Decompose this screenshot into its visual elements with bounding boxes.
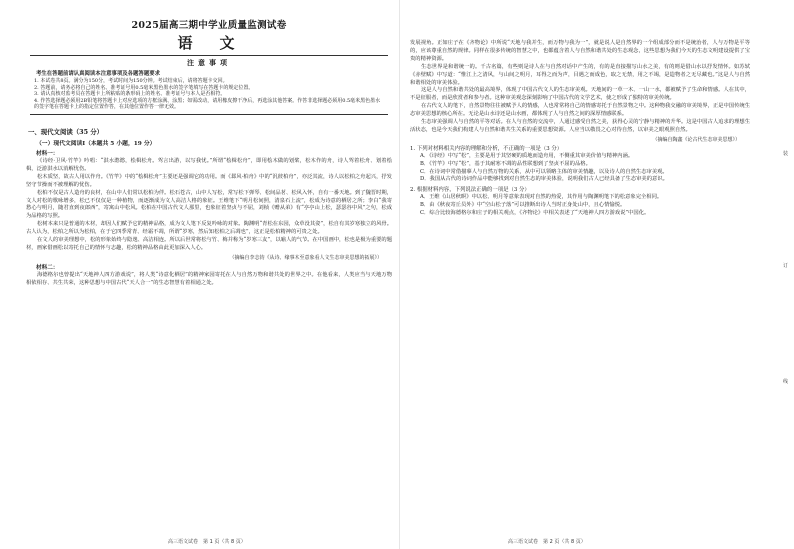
- subsection-heading: （一）现代文阅读Ⅰ（本题共 5 小题，19 分）: [36, 140, 156, 147]
- binding-mark: 线: [783, 379, 789, 385]
- question-1: 1. 下列对材料相关内容的理解和分析，不正确的一项是（3 分）: [410, 145, 563, 152]
- question-1-option-d: D．我国从古代的诗词作品中能够找到对自然生态的审美体验，说明我们古人已经具备了生态审美的意识。: [420, 176, 668, 183]
- question-2: 2. 根据材料内容，下列说法正确的一项是（3 分）: [410, 186, 530, 193]
- material-2-paragraph: 生态审美强调人与自然的平等对话。在人与自然的交流中，人通过感受自然之美，获得心灵的宁静与精神的升华。这是中国古人追求的理想生活状态，也是今天我们构建人与自然和谐共生关系的重要思想资源。人应当以敬畏之心对待自然，以审美之眼观照自然。: [410, 119, 750, 133]
- question-2-option-a: A．王维《山居秋暝》中以松、明月等意象表现对自然的热爱，其作用与陶渊明笔下的松意象完全相同。: [420, 194, 663, 201]
- binding-mark: 订: [783, 263, 789, 269]
- material-1-paragraph: 在文人的审美理想中，松的形象始终与隐逸、高洁相连。所以后世常将松与竹、梅并称为“岁寒三友”，以喻人的气节。在中国画中，松也是极为重要的题材，画家借画松以寄托自己的情怀与志趣，松的精神品格由此更加深入人心。: [26, 237, 393, 251]
- section-heading: 一、现代文阅读（35 分）: [28, 127, 104, 136]
- binding-mark: 装: [783, 151, 789, 157]
- notice-item: 3. 请认真核对监考员在答题卡上所粘贴的条形码上的姓名、准考证号与本人是否相符。: [34, 91, 226, 98]
- material-1-paragraph: 松树本来只是普通的木材，却因人们赋予它的精神品格，成为文人笔下反复吟咏的对象。陶渊明“青松在东园，众草没其姿”，松自有其岁寒独立的风骨。古人认为，松柏之所以为松柏，在于它四季常青、经霜不凋，所谓“岁寒，然后知松柏之后凋也”，这正是松柏精神的可贵之处。: [26, 221, 393, 236]
- notice-title: 注意事项: [187, 58, 231, 67]
- material-1-paragraph: 《诗经·卫风·竹竿》吟唱：“淇水滺滺，桧楫松舟。驾言出游，以写我忧。”所谓“桧楫松舟”，即用桧木做的划桨，松木作的舟，诗人驾着松舟、划着桧楫，泛游淇水以消解忧伤。: [26, 157, 392, 172]
- notice-lead: 考生在答题前请认真阅读本注意事项及各题答题要求: [36, 71, 160, 77]
- material-1-source: （摘编自李志钧《从诗、缘事木至意象看人文生态审美思想的拓展》）: [229, 254, 382, 261]
- question-2-option-b: B．由《秋夜寄丘员外》中“空山松子落”可以推断出诗人当时正身处山中，且心情愉悦。: [420, 202, 626, 209]
- notice-item: 1. 本试卷共8页。满分为150分，考试时间为150分钟。考试结束后，请将答题卡交回。: [34, 78, 228, 84]
- question-1-option-b: B．《竹竿》中写“松”，基于其耐寒不凋的品性联想到了坚贞不屈的品格。: [420, 161, 591, 168]
- notice-item: 2. 答题前，请务必将自己的姓名、准考证号用0.5毫米黑色墨水的签字笔填写在答题卡的规定位置。: [34, 84, 254, 91]
- page-footer-right: 高三语文试卷 第 2 页（共 8 页）: [508, 539, 586, 545]
- material-2-paragraph: 生态世界是和谐统一的。千古名篇，有些则是诗人在与自然对话中产生的，有的是直接描写山水之美，有的则是借山水以抒发情怀。如苏轼《赤壁赋》中写道：“惟江上之清风，与山间之明月，耳得之而为声，目遇之而成色，取之无禁，用之不竭，是造物者之无尽藏也。”这是人与自然和谐相处的审美体验。: [410, 63, 750, 86]
- material-1-label: 材料一：: [36, 150, 59, 157]
- material-2-source: （摘编自陶鑫《论古代生态审美思想》）: [652, 136, 740, 143]
- question-1-option-a: A．《诗经》中写“松”，主要是用于其坚硬的质地而造舟用，不侧重其审美价值与精神内涵。: [420, 153, 634, 160]
- question-1-option-c: C．在诗词中常借描摹人与自然万物的关系，从中可以领略主体的审美情趣，以及诗人的自然生态审美观。: [420, 168, 668, 175]
- page-footer-left: 高三语文试卷 第 1 页（共 8 页）: [168, 539, 246, 545]
- material-1-paragraph: 松木质坚，故古人用以作舟。《竹竿》中的“桧楫松舟”主要还是强调它的功用。而《邶风·柏舟》中的“汎彼柏舟”，亦泛其流，诗人以松柏之舟起兴，抒发坚守节操而不被理解的忧伤。: [26, 173, 392, 188]
- notice-item: 4. 作答选择题必须用2B铅笔将答题卡上对应选项的方框涂满、涂黑；如需改动，请用橡皮擦干净后，再选涂其他答案。作答非选择题必须用0.5毫米黑色墨水的签字笔在答题卡上的指定位置作答，在其他位置作答一律无效。: [34, 97, 381, 111]
- material-2-paragraph: 发展视角。正如庄子在《齐物论》中所说“天地与我并生，而万物与我为一”，就是说人是自然界的一个组成部分而不是统治者，人与万物是平等的，应该尊重自然的规律。同样在很多传统的智慧之中，也都蕴含着人与自然和谐共处的生态观念，这些思想为我们今天的生态文明建设提供了宝贵的精神资源。: [410, 40, 750, 62]
- material-2-paragraph: 在古代文人的笔下，自然景物往往被赋予人的情感，人也常常将自己的情感寄托于自然景物之中。这种物我交融的审美境界，正是中国传统生态审美思想的核心所在。无论是山水诗还是山水画，都体现了人与自然之间的深厚情感联系。: [410, 103, 750, 118]
- subject-title: 语 文: [177, 34, 241, 52]
- question-2-option-c: C．综合比较海德格尔和庄子的相关观点，《齐物论》中相关表述了“天地神人四方游戏说”中国化。: [420, 209, 650, 216]
- material-2-paragraph: 海德格尔也曾提出“天地神人四方游戏说”，将人类“诗意化栖居”的精神家园寄托在人与自然万物和谐共处的世界之中。在他看来，人类应当与天地万物相依相存、共生共荣，这种思想与中国古代“天人合一”的生态智慧有着相通之处。: [26, 271, 392, 286]
- page-2: [400, 0, 794, 549]
- material-1-paragraph: 松柏不仅是古人造舟的良材，在山中人们常以松柏为伴。松石苍古，山中人写松，常写松下弹琴、松间品茗、松风入怀，自有一番天地。到了魏晋时期，文人对松的歌咏增多，松已不仅仅是一种植物，而逐渐成为文人高洁人格的象征。王维笔下“明月松间照，清泉石上流”，松成为诗意的栖居之所；李白“我寄愁心与明月，随君直到夜郎西”，寄寓山中松风。松柏在中国古代文人那里，也象征着坚贞与不屈，刘桢《赠从弟》有“亭亭山上松，瑟瑟谷中风”之句，松成为品格的写照。: [26, 189, 392, 220]
- material-2-paragraph: 这是人与自然和谐共处的最高境界，体现了中国古代文人的生态审美观。天地间的一草一木、一山一水，都被赋予了生命和情感。人在其中，不是征服者，而是欣赏者和参与者。这种审美观念深刻影响了中国古代的文学艺术，使之形成了独特的审美传统。: [410, 87, 750, 102]
- exam-title: 2025届高三期中学业质量监测试卷: [131, 20, 287, 31]
- material-2-label: 材料二：: [36, 264, 59, 271]
- notice-box: [30, 55, 388, 115]
